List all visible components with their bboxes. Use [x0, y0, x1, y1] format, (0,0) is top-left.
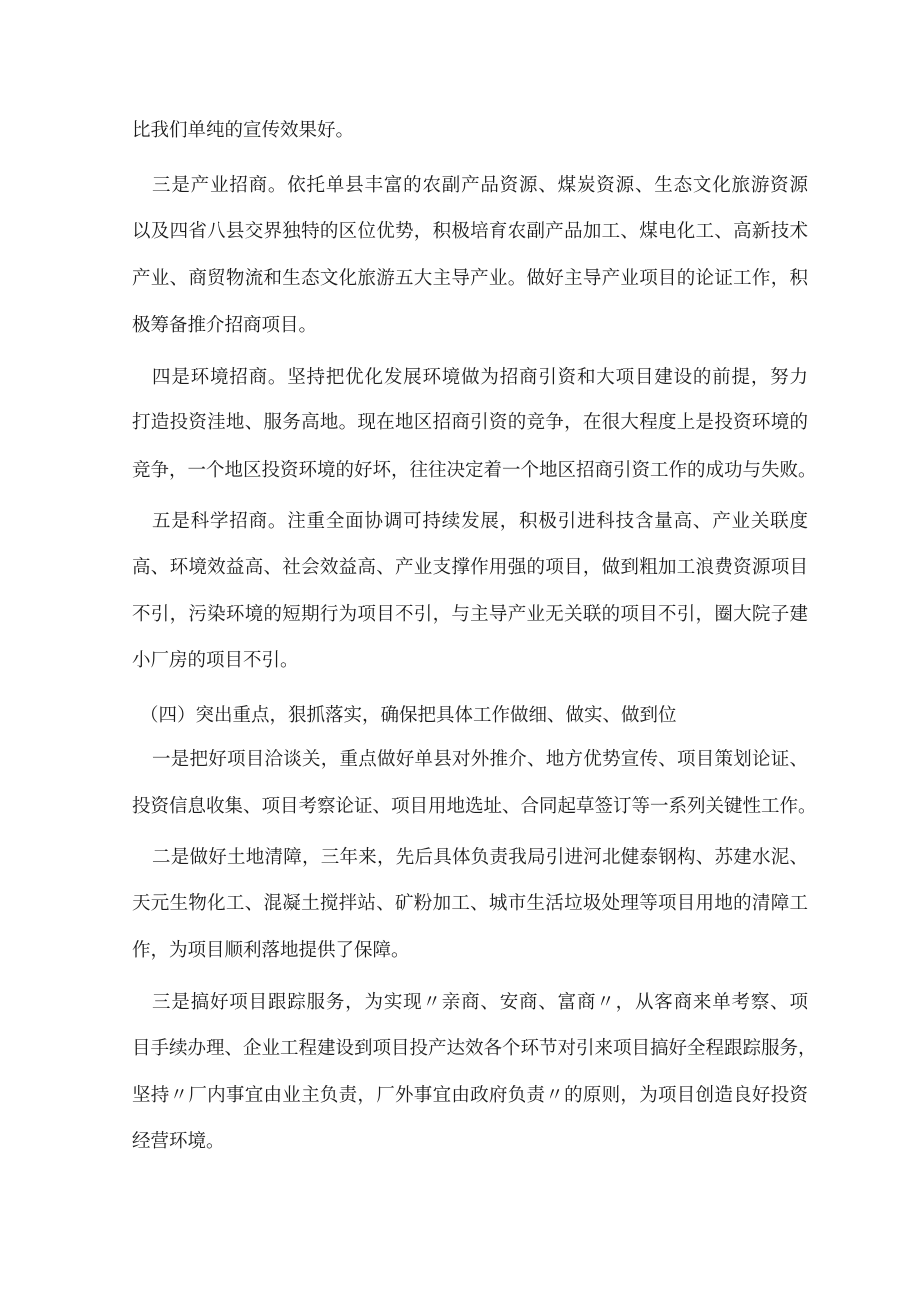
text-line: 坚持〃厂内事宜由业主负责，厂外事宜由政府负责〃的原则，为项目创造良好投资 — [132, 1085, 808, 1106]
text-line: 投资信息收集、项目考察论证、项目用地选址、合同起草签订等一系列关键性工作。 — [132, 796, 817, 817]
section-heading: （四）突出重点，狠抓落实，确保把具体工作做细、做实、做到位 — [140, 705, 677, 726]
text-line: 极筹备推介招商项目。 — [132, 315, 318, 336]
text-line: 竞争，一个地区投资环境的好坏，往往决定着一个地区招商引资工作的成功与失败。 — [132, 460, 817, 481]
text-line: 目手续办理、企业工程建设到项目投产达效各个环节对引来项目搞好全程跟踪服务， — [132, 1038, 817, 1059]
text-line: 以及四省八县交界独特的区位优势，积极培育农副产品加工、煤电化工、高新技术 — [132, 221, 808, 242]
text-line: 产业、商贸物流和生态文化旅游五大主导产业。做好主导产业项目的论证工作，积 — [132, 268, 808, 289]
text-line: 高、环境效益高、社会效益高、产业支撑作用强的项目，做到粗加工浪费资源项目 — [132, 557, 808, 578]
paragraph-first-line: 二是做好土地清障，三年来，先后具体负责我局引进河北健泰钢构、苏建水泥、 — [152, 847, 808, 868]
paragraph-first-line: 五是科学招商。注重全面协调可持续发展，积极引进科技含量高、产业关联度 — [152, 511, 808, 532]
paragraph-first-line: 一是把好项目洽谈关，重点做好单县对外推介、地方优势宣传、项目策划论证、 — [152, 749, 808, 770]
text-line: 天元生物化工、混凝土搅拌站、矿粉加工、城市生活垃圾处理等项目用地的清障工 — [132, 893, 808, 914]
text-line: 不引，污染环境的短期行为项目不引，与主导产业无关联的项目不引，圈大院子建 — [132, 604, 808, 625]
paragraph-first-line: 四是环境招商。坚持把优化发展环境做为招商引资和大项目建设的前提，努力 — [152, 367, 808, 388]
paragraph-first-line: 三是产业招商。依托单县丰富的农副产品资源、煤炭资源、生态文化旅游资源 — [152, 175, 808, 196]
text-line: 小厂房的项目不引。 — [132, 650, 299, 671]
paragraph-first-line: 三是搞好项目跟踪服务，为实现〃亲商、安商、富商〃，从客商来单考察、项 — [152, 992, 808, 1013]
text-line: 比我们单纯的宣传效果好。 — [132, 120, 355, 141]
text-line: 作，为项目顺利落地提供了保障。 — [132, 940, 410, 961]
text-line: 经营环境。 — [132, 1131, 225, 1152]
text-line: 打造投资洼地、服务高地。现在地区招商引资的竞争，在很大程度上是投资环境的 — [132, 412, 808, 433]
